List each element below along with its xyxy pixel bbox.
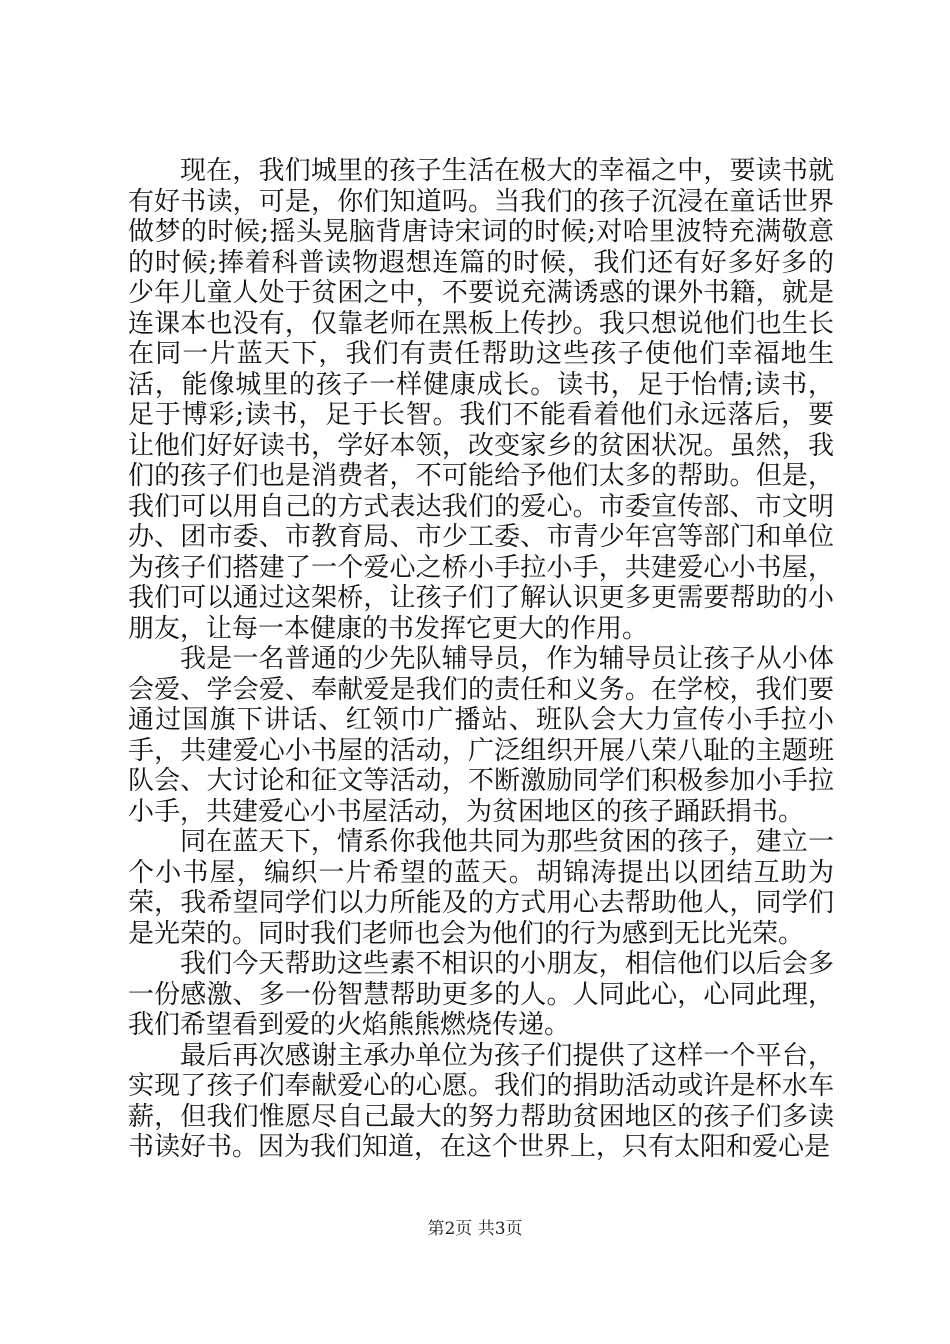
paragraph-1: 现在，我们城里的孩子生活在极大的幸福之中，要读书就有好书读，可是，你们知道吗。当我们的孩子沉浸在童话世界做梦的时候;摇头晃脑背唐诗宋词的时候;对哈里波特充满敬意的时候;捧着科普读物遐想连篇的时候，我们还有好多好多的少年儿童人处于贫困之中，不要说充满诱惑的课外书籍，就是连课本也没有，仅靠老师在黑板上传抄。我只想说他们也生长在同一片蓝天下，我们有责任帮助这些孩子使他们幸福地生活，能像城里的孩子一样健康成长。读书，足于怡情;读书，足于博彩;读书，足于长智。我们不能看着他们永远落后，要让他们好好读书，学好本领，改变家乡的贫困状况。虽然，我们的孩子们也是消费者，不可能给予他们太多的帮助。但是，我们可以用自己的方式表达我们的爱心。市委宣传部、市文明办、团市委、市教育局、市少工委、市青少年宫等部门和单位为孩子们搭建了一个爱心之桥小手拉小手，共建爱心小书屋，我们可以通过这架桥，让孩子们了解认识更多更需要帮助的小朋友，让每一本健康的书发挥它更大的作用。: [128, 156, 834, 644]
document-body: [128, 156, 834, 1163]
paragraph-5: 最后再次感谢主承办单位为孩子们提供了这样一个平台，实现了孩子们奉献爱心的心愿。我们的捐助活动或许是杯水车薪，但我们惟愿尽自己最大的努力帮助贫困地区的孩子们多读书读好书。因为我们知道，在这个世界上，只有太阳和爱心是: [128, 1040, 834, 1162]
paragraph-4: 我们今天帮助这些素不相识的小朋友，相信他们以后会多一份感激、多一份智慧帮助更多的人。人同此心，心同此理，我们希望看到爱的火焰熊熊燃烧传递。: [128, 949, 834, 1040]
paragraph-3: 同在蓝天下，情系你我他共同为那些贫困的孩子，建立一个小书屋，编织一片希望的蓝天。胡锦涛提出以团结互助为荣，我希望同学们以力所能及的方式用心去帮助他人，同学们是光荣的。同时我们老师也会为他们的行为感到无比光荣。: [128, 827, 834, 949]
paragraph-2: 我是一名普通的少先队辅导员，作为辅导员让孩子从小体会爱、学会爱、奉献爱是我们的责任和义务。在学校，我们要通过国旗下讲话、红领巾广播站、班队会大力宣传小手拉小手，共建爱心小书屋的活动，广泛组织开展八荣八耻的主题班队会、大讨论和征文等活动，不断激励同学们积极参加小手拉小手，共建爱心小书屋活动，为贫困地区的孩子踊跃捐书。: [128, 644, 834, 827]
page-footer: 第2页 共3页: [427, 1219, 523, 1239]
